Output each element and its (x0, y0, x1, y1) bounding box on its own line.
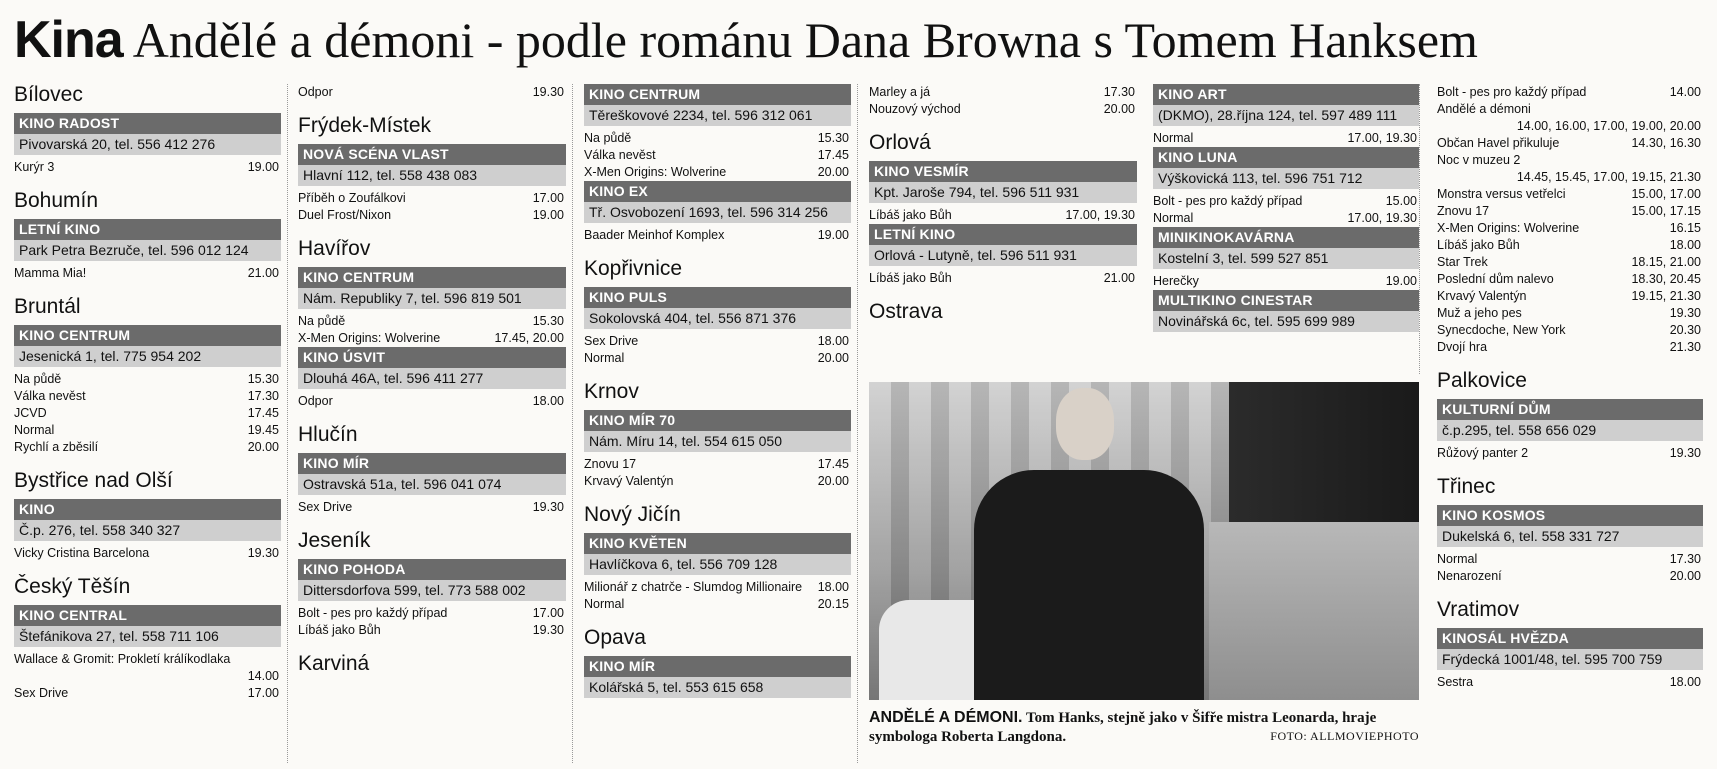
film-times: 19.30 (532, 500, 564, 515)
film-row (14, 685, 281, 702)
film-row (1437, 568, 1703, 585)
film-row (584, 227, 851, 244)
film-row (869, 84, 1137, 101)
film-title: Válka nevěst (14, 389, 86, 404)
town-heading: Nový Jičín (584, 503, 681, 527)
film-title: Nenarození (1437, 569, 1502, 584)
cinema-name: KINO POHODA (298, 559, 566, 580)
cinema-address: Kostelní 3, tel. 599 527 851 (1153, 248, 1419, 269)
cinema-address: Tř. Osvobození 1693, tel. 596 314 256 (584, 202, 851, 223)
film-times: 17.45 (817, 457, 849, 472)
film-times: 19.30 (1669, 446, 1701, 461)
film-title: Noc v muzeu 2 (1437, 153, 1521, 167)
film-title: Synecdoche, New York (1437, 323, 1566, 337)
film-row (1437, 271, 1703, 288)
cinema-address: Orlová - Lutyně, tel. 596 511 931 (869, 245, 1137, 266)
film-row (1153, 273, 1419, 290)
person-body (974, 470, 1204, 700)
cinema-name: LETNÍ KINO (14, 219, 281, 240)
cinema-address: Dukelská 6, tel. 558 331 727 (1437, 526, 1703, 547)
film-times: 19.00 (1385, 274, 1417, 288)
cinema-name: LETNÍ KINO (869, 224, 1137, 245)
film-row (584, 456, 851, 473)
cinema-address: Jesenická 1, tel. 775 954 202 (14, 346, 281, 367)
film-times: 14.00 (247, 669, 279, 684)
film-row (298, 313, 566, 330)
film-times: 18.00 (532, 394, 564, 409)
town-heading: Havířov (298, 237, 371, 261)
film-row (14, 159, 281, 176)
cinema-name: KINO CENTRUM (584, 84, 851, 105)
caption-lead: ANDĚLÉ A DÉMONI. (869, 709, 1023, 726)
town-heading: Ostrava (869, 300, 943, 324)
cinema-address: Č.p. 276, tel. 558 340 327 (14, 520, 281, 541)
film-title: Duel Frost/Nixon (298, 208, 392, 223)
cinema-address: Ostravská 51a, tel. 596 041 074 (298, 474, 566, 495)
cinema-name: NOVÁ SCÉNA VLAST (298, 144, 566, 165)
film-times: 15.30 (247, 372, 279, 387)
film-row (14, 405, 281, 422)
film-title: Nouzový východ (869, 102, 961, 116)
film-title: Poslední dům nalevo (1437, 272, 1554, 286)
film-title: Normal (14, 423, 55, 438)
film-title: Občan Havel přikuluje (1437, 136, 1560, 150)
film-row (869, 207, 1137, 224)
cinema-name: KINO CENTRAL (14, 605, 281, 626)
town-heading: Frýdek-Místek (298, 114, 432, 137)
town-heading: Třinec (1437, 475, 1496, 499)
film-times: 20.00 (247, 440, 279, 455)
film-row (1437, 84, 1703, 101)
film-times: 17.45 (247, 406, 279, 421)
film-row (1437, 101, 1703, 135)
town-heading: Bílovec (14, 84, 83, 106)
film-row (1437, 674, 1703, 691)
film-title: Líbáš jako Bůh (298, 623, 381, 638)
film-row (14, 545, 281, 562)
film-row (14, 651, 281, 685)
film-row (1437, 220, 1703, 237)
film-times: 17.00 (247, 686, 279, 701)
film-row (298, 84, 566, 101)
film-times: 14.00 (1669, 85, 1701, 99)
film-times: 15.30 (817, 131, 849, 145)
film-times: 15.00, 17.00 (1631, 187, 1701, 201)
film-times: 18.00 (817, 580, 849, 595)
town-heading: Opava (584, 626, 646, 650)
film-row (298, 330, 566, 347)
cinema-address: Kolářská 5, tel. 553 615 658 (584, 677, 851, 698)
film-row (298, 393, 566, 410)
film-title: Milionář z chatrče - Slumdog Millionaire (584, 580, 803, 595)
film-row (1437, 203, 1703, 220)
film-times: 20.15 (817, 597, 849, 612)
film-title: Monstra versus vetřelci (1437, 187, 1566, 201)
film-times: 18.00 (1669, 675, 1701, 690)
film-row (584, 147, 851, 164)
film-title: Star Trek (1437, 255, 1488, 269)
cinema-name: KINO KOSMOS (1437, 505, 1703, 526)
film-row (14, 371, 281, 388)
town-heading: Bystřice nad Olší (14, 469, 173, 493)
cinema-name: KINO (14, 499, 281, 520)
film-title: JCVD (14, 406, 47, 421)
building-right (1209, 522, 1419, 700)
photo-credit: FOTO: ALLMOVIEPHOTO (1270, 729, 1419, 743)
film-times: 19.00 (817, 228, 849, 242)
film-times: 20.00 (817, 474, 849, 489)
film-row (584, 596, 851, 613)
film-row (298, 499, 566, 516)
film-title: Krvavý Valentýn (1437, 289, 1527, 303)
listing-column-5 (1153, 84, 1420, 374)
film-title: Vicky Cristina Barcelona (14, 546, 150, 561)
film-times: 20.00 (817, 165, 849, 179)
film-title: Odpor (298, 394, 333, 409)
town-heading: Bruntál (14, 295, 81, 319)
cinema-address: Novinářská 6c, tel. 595 699 989 (1153, 311, 1419, 332)
cinema-name: KINO ÚSVIT (298, 347, 566, 368)
film-title: X-Men Origins: Wolverine (584, 165, 727, 179)
film-times: 17.30 (1669, 552, 1701, 567)
film-title: Sex Drive (298, 500, 353, 515)
cinema-address: (DKMO), 28.října 124, tel. 597 489 111 (1153, 105, 1419, 126)
caption-text: Tom Hanks, stejně jako v Šifře mistra Leonarda, hraje symbologa Roberta Langdona. (869, 710, 1377, 745)
cinema-address: Hlavní 112, tel. 558 438 083 (298, 165, 566, 186)
film-times: 14.00, 16.00, 17.00, 19.00, 20.00 (1516, 119, 1701, 133)
film-title: Líbáš jako Bůh (869, 271, 952, 286)
cinema-address: Výškovická 113, tel. 596 751 712 (1153, 168, 1419, 189)
cinema-name: KINO VESMÍR (869, 161, 1137, 182)
cinema-name: KINO EX (584, 181, 851, 202)
cinema-name: KULTURNÍ DŮM (1437, 399, 1703, 420)
film-row (1437, 186, 1703, 203)
film-times: 17.00, 19.30 (1347, 211, 1417, 225)
film-times: 17.30 (247, 389, 279, 404)
film-row (298, 622, 566, 639)
film-row (1437, 135, 1703, 152)
film-row (584, 164, 851, 181)
film-title: Bolt - pes pro každý případ (1153, 194, 1303, 208)
film-row (1437, 288, 1703, 305)
film-times: 17.30 (1103, 85, 1135, 99)
film-title: Normal (584, 597, 625, 612)
film-times: 18.30, 20.45 (1631, 272, 1701, 286)
film-title: Normal (1153, 131, 1194, 145)
cinema-name: KINO MÍR (298, 453, 566, 474)
film-title: Andělé a démoni (1437, 102, 1531, 116)
film-title: Líbáš jako Bůh (1437, 238, 1520, 252)
film-row (14, 422, 281, 439)
cinema-address: Pivovarská 20, tel. 556 412 276 (14, 134, 281, 155)
listing-column-6 (1437, 84, 1703, 763)
photo-caption (869, 708, 1419, 747)
film-times: 19.15, 21.30 (1631, 289, 1701, 303)
cinema-name: KINO CENTRUM (14, 325, 281, 346)
cinema-name: MINIKINOKAVÁRNA (1153, 227, 1419, 248)
film-title: Dvojí hra (1437, 340, 1488, 354)
film-times: 20.00 (817, 351, 849, 366)
film-row (869, 270, 1137, 287)
town-heading: Palkovice (1437, 369, 1527, 392)
film-times: 17.00 (532, 606, 564, 621)
film-title: Marley a já (869, 85, 931, 99)
town-heading: Český Těšín (14, 575, 131, 599)
film-title: Krvavý Valentýn (584, 474, 674, 489)
cinema-address: Dittersdorfova 599, tel. 773 588 002 (298, 580, 566, 601)
film-title: Znovu 17 (1437, 204, 1490, 218)
film-times: 17.00, 19.30 (1065, 208, 1135, 223)
film-row (1437, 445, 1703, 462)
film-row (1153, 193, 1419, 210)
film-row (584, 333, 851, 350)
film-title: Znovu 17 (584, 457, 637, 472)
film-times: 21.00 (247, 266, 279, 281)
film-row (14, 439, 281, 456)
film-row (1437, 254, 1703, 271)
film-times: 14.30, 16.30 (1631, 136, 1701, 150)
film-row (14, 388, 281, 405)
cinema-address: Frýdecká 1001/48, tel. 595 700 759 (1437, 649, 1703, 670)
film-title: Válka nevěst (584, 148, 656, 162)
film-row (1153, 130, 1419, 147)
cinema-address: Kpt. Jaroše 794, tel. 596 511 931 (869, 182, 1137, 203)
film-row (1437, 152, 1703, 186)
cinema-name: KINO MÍR 70 (584, 410, 851, 431)
section-label: Kina (14, 11, 123, 69)
film-row (1437, 322, 1703, 339)
film-title: Herečky (1153, 274, 1199, 288)
film-times: 19.00 (247, 160, 279, 175)
film-row (14, 265, 281, 282)
film-title: Na půdě (14, 372, 62, 387)
town-heading: Kopřivnice (584, 257, 683, 280)
listing-column-2 (298, 84, 573, 763)
town-heading: Krnov (584, 380, 639, 404)
listing-column-4 (869, 84, 1137, 374)
film-times: 20.00 (1103, 102, 1135, 116)
cinema-name: KINO CENTRUM (298, 267, 566, 288)
film-row (584, 579, 851, 596)
film-times: 17.45, 20.00 (494, 331, 564, 346)
film-title: Kurýr 3 (14, 160, 55, 175)
film-title: X-Men Origins: Wolverine (298, 331, 441, 346)
person-head (1056, 388, 1114, 460)
film-row (1153, 210, 1419, 227)
headline (14, 11, 1707, 69)
film-title: Baader Meinhof Komplex (584, 228, 725, 242)
cinema-name: KINO RADOST (14, 113, 281, 134)
film-times: 15.30 (532, 314, 564, 329)
film-title: Sex Drive (14, 686, 69, 701)
film-title: Wallace & Gromit: Prokletí králíkodlaka (14, 652, 231, 667)
film-title: Líbáš jako Bůh (869, 208, 952, 223)
film-title: X-Men Origins: Wolverine (1437, 221, 1580, 235)
headline-title: Andělé a démoni - podle románu Dana Browna s Tomem Hanksem (132, 12, 1478, 68)
film-title: Růžový panter 2 (1437, 446, 1529, 461)
film-times: 19.30 (247, 546, 279, 561)
film-row (298, 605, 566, 622)
town-heading: Orlová (869, 131, 931, 154)
listing-column-3 (584, 84, 858, 763)
film-title: Normal (1437, 552, 1478, 567)
film-title: Normal (584, 351, 625, 366)
town-heading: Jeseník (298, 529, 371, 553)
town-heading: Karviná (298, 652, 370, 676)
cinema-name: KINO ART (1153, 84, 1419, 105)
film-row (869, 101, 1137, 118)
film-times: 21.30 (1669, 340, 1701, 354)
cinema-address: Těreškovové 2234, tel. 596 312 061 (584, 105, 851, 126)
cinema-name: KINO PULS (584, 287, 851, 308)
film-times: 15.00, 17.15 (1631, 204, 1701, 218)
town-heading: Bohumín (14, 189, 99, 213)
cinema-address: Dlouhá 46A, tel. 596 411 277 (298, 368, 566, 389)
cinema-address: Havlíčkova 6, tel. 556 709 128 (584, 554, 851, 575)
film-title: Na půdě (298, 314, 346, 329)
cinema-address: Sokolovská 404, tel. 556 871 376 (584, 308, 851, 329)
film-row (584, 473, 851, 490)
film-times: 18.00 (817, 334, 849, 349)
film-row (584, 350, 851, 367)
film-times: 19.30 (532, 623, 564, 638)
film-times: 17.00, 19.30 (1347, 131, 1417, 145)
cinema-address: Park Petra Bezruče, tel. 596 012 124 (14, 240, 281, 261)
film-times: 17.00 (532, 191, 564, 206)
film-title: Mamma Mia! (14, 266, 87, 281)
film-times: 16.15 (1669, 221, 1701, 235)
cinema-name: KINO KVĚTEN (584, 533, 851, 554)
tom-hanks-photo (869, 382, 1419, 700)
film-title: Sestra (1437, 675, 1474, 690)
cinema-address: Nám. Republiky 7, tel. 596 819 501 (298, 288, 566, 309)
film-times: 20.00 (1669, 569, 1701, 584)
film-times: 21.00 (1103, 271, 1135, 286)
film-row (298, 207, 566, 224)
listing-column-1 (14, 84, 288, 763)
film-times: 19.00 (532, 208, 564, 223)
film-title: Normal (1153, 211, 1194, 225)
cinema-address: Nám. Míru 14, tel. 554 615 050 (584, 431, 851, 452)
film-times: 19.30 (532, 85, 564, 99)
film-title: Sex Drive (584, 334, 639, 349)
film-row (298, 190, 566, 207)
film-row (1437, 305, 1703, 322)
film-times: 18.00 (1669, 238, 1701, 252)
film-title: Rychlí a zběsilí (14, 440, 99, 455)
cinema-name: MULTIKINO CINESTAR (1153, 290, 1419, 311)
film-times: 17.45 (817, 148, 849, 162)
film-times: 19.30 (1669, 306, 1701, 320)
cinema-name: KINOSÁL HVĚZDA (1437, 628, 1703, 649)
film-title: Odpor (298, 85, 333, 99)
cinema-address: č.p.295, tel. 558 656 029 (1437, 420, 1703, 441)
film-times: 15.00 (1385, 194, 1417, 208)
film-row (584, 130, 851, 147)
town-heading: Vratimov (1437, 598, 1520, 622)
film-times: 18.15, 21.00 (1631, 255, 1701, 269)
film-title: Na půdě (584, 131, 632, 145)
film-title: Bolt - pes pro každý případ (1437, 85, 1587, 99)
cinema-name: KINO MÍR (584, 656, 851, 677)
film-times: 14.45, 15.45, 17.00, 19.15, 21.30 (1516, 170, 1701, 184)
film-title: Příběh o Zoufálkovi (298, 191, 406, 206)
film-row (1437, 237, 1703, 254)
film-times: 19.45 (247, 423, 279, 438)
cinema-address: Štefánikova 27, tel. 558 711 106 (14, 626, 281, 647)
film-title: Muž a jeho pes (1437, 306, 1522, 320)
town-heading: Hlučín (298, 423, 358, 447)
film-row (1437, 339, 1703, 356)
film-row (1437, 551, 1703, 568)
cinema-name: KINO LUNA (1153, 147, 1419, 168)
film-times: 20.30 (1669, 323, 1701, 337)
film-title: Bolt - pes pro každý případ (298, 606, 448, 621)
